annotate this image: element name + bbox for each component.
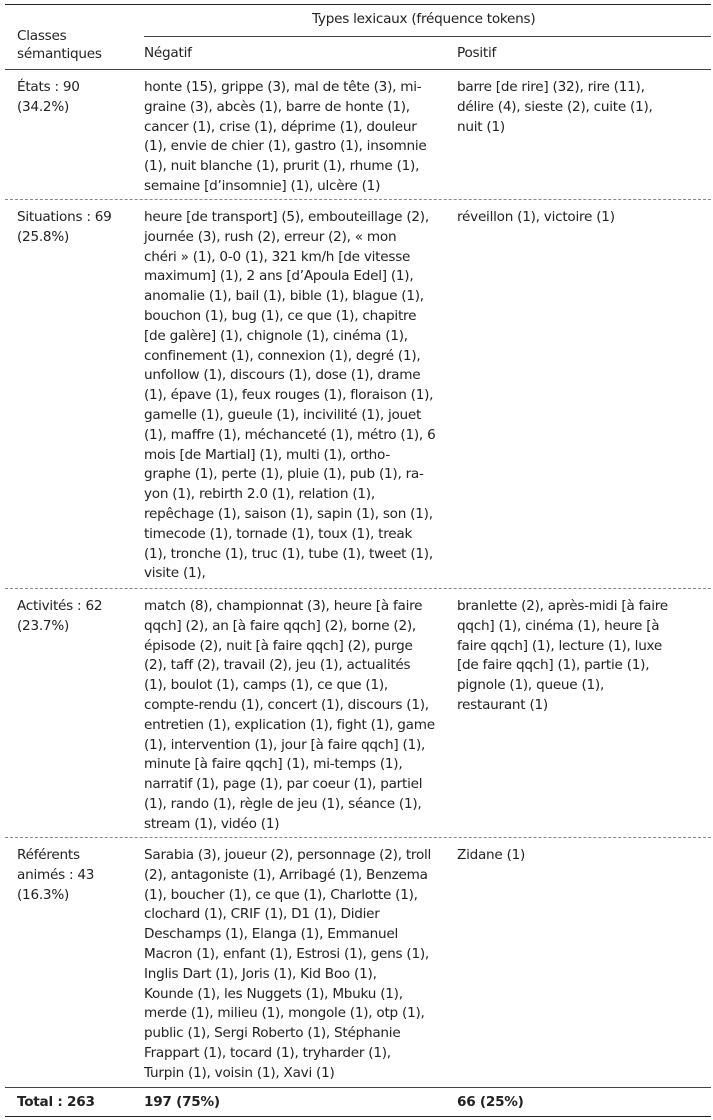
negative-line: narratif (1), page (1), par coeur (1), partiel (144, 776, 423, 793)
positive-line: barre [de rire] (32), rire (11), (457, 79, 645, 95)
positive-line: branlette (2), après-midi [à faire (457, 598, 668, 614)
negative-line: maximum] (1), 2 ans [d’Apoula Edel] (1), (144, 268, 414, 285)
positive-line: réveillon (1), victoire (1) (457, 209, 615, 225)
negative-line: merde (1), milieu (1), mongole (1), otp (1), (144, 1005, 425, 1022)
class-line: (34.2%) (17, 98, 70, 115)
positive-line: restaurant (1) (457, 696, 548, 713)
class-line: (16.3%) (17, 886, 70, 903)
negative-line: Deschamps (1), Elanga (1), Emmanuel (144, 926, 399, 943)
negative-line: Kounde (1), les Nuggets (1), Mbuku (1), (144, 985, 403, 1002)
total-negative: 197 (75%) (144, 1094, 220, 1110)
negative-line: anomalie (1), bail (1), bible (1), blague (1), (144, 288, 424, 305)
negative-line: (1), rando (1), règle de jeu (1), séance (1), (144, 795, 422, 812)
row-separator (5, 199, 711, 200)
negative-line: cancer (1), crise (1), déprime (1), douleur (144, 118, 417, 135)
positive-line: qqch] (1), cinéma (1), heure [à (457, 617, 660, 634)
total-positive: 66 (25%) (457, 1094, 524, 1110)
negative-line: graine (3), abcès (1), barre de honte (1), (144, 98, 410, 115)
negative-column-header: Négatif (144, 45, 192, 61)
negative-line: public (1), Sergi Roberto (1), Stéphanie (144, 1025, 401, 1042)
negative-line: (1), épave (1), feux rouges (1), floraison (1), (144, 387, 434, 404)
negative-line: match (8), championnat (3), heure [à faire (144, 598, 423, 614)
negative-line: (1), tronche (1), truc (1), tube (1), tweet (1), (144, 545, 433, 562)
positive-line: Zidane (1) (457, 847, 526, 863)
row-class-cell (17, 78, 80, 118)
negative-line: (1), nuit blanche (1), prurit (1), rhume (1), (144, 158, 420, 175)
negative-line: mois [de Martial] (1), multi (1), ortho- (144, 446, 391, 463)
positive-line: faire qqch] (1), lecture (1), luxe (457, 637, 663, 654)
negative-line: chéri » (1), 0-0 (1), 321 km/h [de vitesse (144, 248, 411, 265)
negative-line: semaine [d’insomnie] (1), ulcère (1) (144, 177, 381, 194)
row-positive-cell (457, 208, 615, 228)
negative-line: Frappart (1), tocard (1), tryharder (1), (144, 1044, 391, 1061)
class-column-header (17, 27, 102, 63)
table-bottom-rule (5, 1116, 711, 1117)
negative-line: entretien (1), explication (1), fight (1), game (144, 716, 435, 733)
class-line: États : 90 (17, 79, 80, 95)
class-line: Activités : 62 (17, 598, 103, 614)
negative-line: minute [à faire qqch] (1), mi-temps (1), (144, 756, 403, 773)
negative-line: [de galère] (1), chignole (1), cinéma (1), (144, 327, 408, 344)
class-line: Référents (17, 847, 80, 863)
negative-line: Sarabia (3), joueur (2), personnage (2), troll (144, 847, 432, 863)
negative-line: compte-rendu (1), concert (1), discours (1), (144, 696, 429, 713)
row-separator (5, 588, 711, 589)
negative-line: graphe (1), perte (1), pluie (1), pub (1), ra- (144, 466, 424, 483)
negative-line: journée (3), rush (2), erreur (2), « mon (144, 228, 397, 245)
class-column-header-line2: sémantiques (17, 46, 102, 62)
header-bottom-rule (5, 69, 711, 70)
negative-line: qqch] (2), an [à faire qqch] (2), borne (2), (144, 617, 416, 634)
negative-line: heure [de transport] (5), embouteillage (2), (144, 209, 429, 225)
row-positive-cell (457, 78, 653, 137)
negative-line: (2), antagoniste (1), Arribagé (1), Benzema (144, 866, 428, 883)
negative-line: honte (15), grippe (3), mal de tête (3), mi- (144, 79, 422, 95)
positive-line: [de faire qqch] (1), partie (1), (457, 657, 650, 674)
positive-column-header: Positif (457, 45, 497, 61)
negative-line: (1), intervention (1), jour [à faire qqch] (1), (144, 736, 426, 753)
row-positive-cell (457, 846, 525, 866)
negative-line: (1), envie de chier (1), gastro (1), insomnie (144, 138, 427, 155)
class-line: animés : 43 (17, 866, 95, 883)
negative-line: (1), maffre (1), méchanceté (1), métro (1), 6 (144, 426, 436, 443)
types-header: Types lexicaux (fréquence tokens) (312, 11, 536, 27)
positive-line: délire (4), sieste (2), cuite (1), (457, 98, 653, 115)
class-line: (25.8%) (17, 228, 70, 245)
negative-line: (1), boulot (1), camps (1), ce que (1), (144, 677, 388, 694)
positive-line: pignole (1), queue (1), (457, 677, 605, 694)
row-negative-cell (144, 208, 435, 584)
negative-line: Inglis Dart (1), Joris (1), Kid Boo (1), (144, 965, 377, 982)
row-negative-cell (144, 78, 426, 197)
row-positive-cell (457, 597, 668, 716)
negative-line: bouchon (1), bug (1), ce que (1), chapitre (144, 307, 417, 324)
class-line: (23.7%) (17, 617, 70, 634)
negative-line: unfollow (1), discours (1), dose (1), drame (144, 367, 421, 384)
row-class-cell (17, 208, 112, 248)
negative-line: Turpin (1), voisin (1), Xavi (1) (144, 1064, 335, 1081)
negative-line: clochard (1), CRIF (1), D1 (1), Didier (144, 906, 380, 923)
subheader-rule (144, 36, 711, 37)
negative-line: confinement (1), connexion (1), degré (1), (144, 347, 421, 364)
negative-line: repêchage (1), saison (1), sapin (1), son (1), (144, 505, 433, 522)
total-label: Total : 263 (17, 1094, 95, 1110)
row-class-cell (17, 597, 102, 637)
total-top-rule (5, 1087, 711, 1088)
row-class-cell (17, 846, 94, 905)
negative-line: yon (1), rebirth 2.0 (1), relation (1), (144, 486, 375, 503)
class-line: Situations : 69 (17, 209, 112, 225)
table-top-rule (5, 4, 711, 5)
negative-line: timecode (1), tornade (1), toux (1), treak (144, 525, 413, 542)
negative-line: épisode (2), nuit [à faire qqch] (2), purge (144, 637, 413, 654)
class-column-header-line1: Classes (17, 28, 67, 44)
negative-line: stream (1), vidéo (1) (144, 815, 280, 832)
negative-line: gamelle (1), gueule (1), incivilité (1), jouet (144, 406, 422, 423)
negative-line: (1), boucher (1), ce que (1), Charlotte (1), (144, 886, 418, 903)
row-separator (5, 837, 711, 838)
row-negative-cell (144, 597, 435, 835)
negative-line: visite (1), (144, 565, 206, 582)
positive-line: nuit (1) (457, 118, 505, 135)
negative-line: Macron (1), enfant (1), Estrosi (1), gens (1), (144, 945, 430, 962)
row-negative-cell (144, 846, 431, 1084)
negative-line: (2), taff (2), travail (2), jeu (1), actualités (144, 657, 411, 674)
